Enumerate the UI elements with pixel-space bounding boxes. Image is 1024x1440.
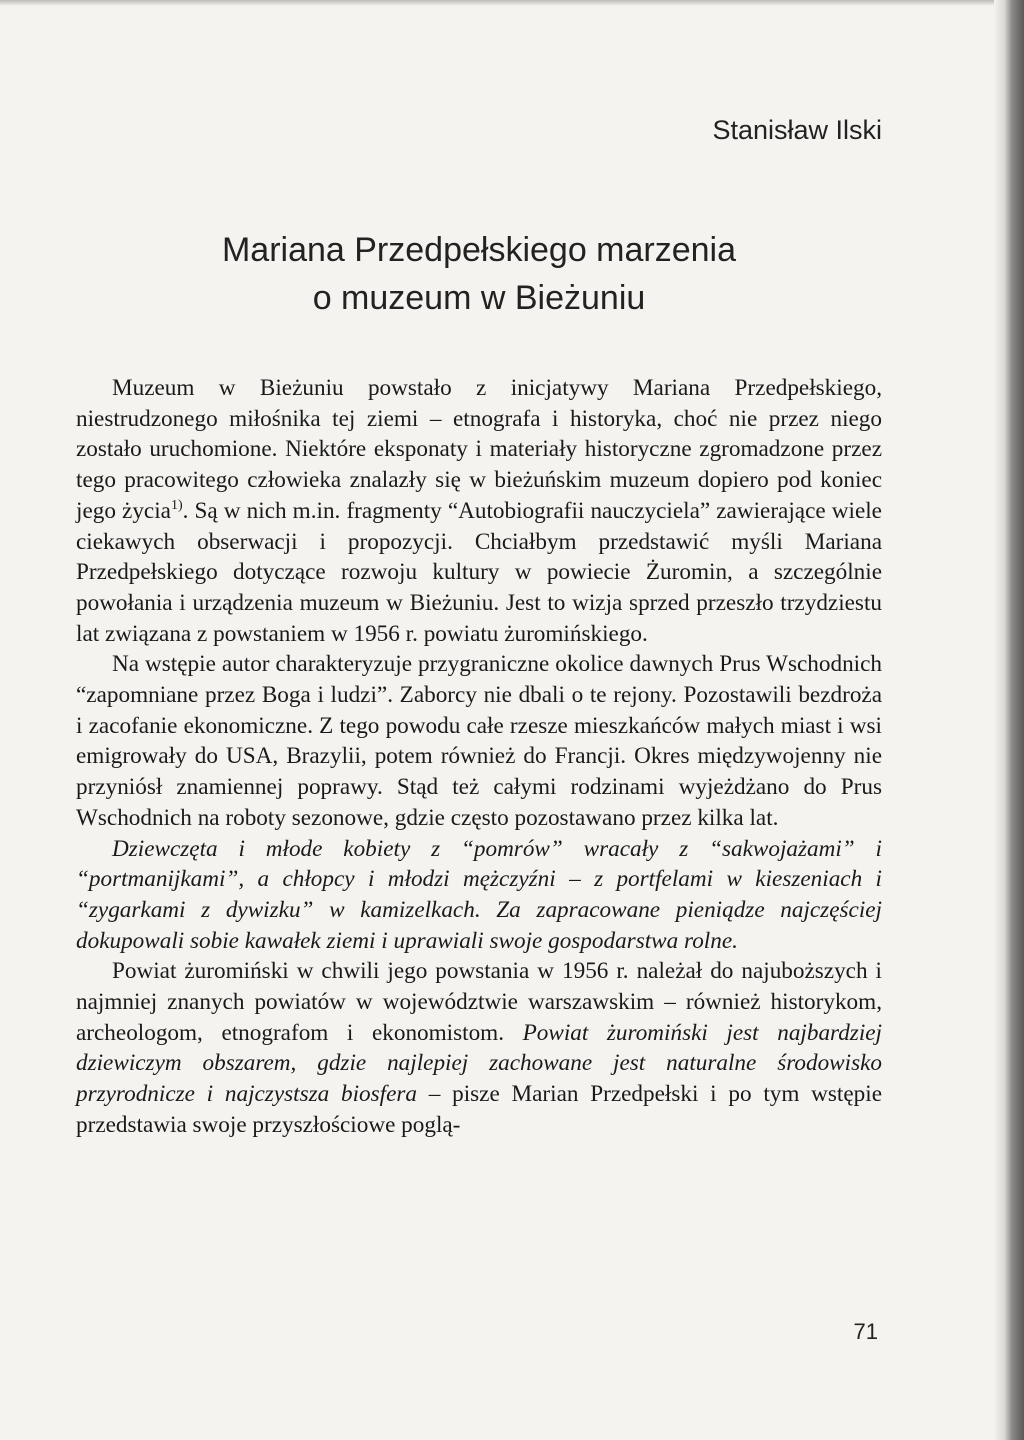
paragraph-4-text-b: – pisze Marian Przedpełski i po tym wstępie przedstawia swoje przyszłościowe poglą- (76, 1081, 882, 1138)
title-line-2: o muzeum w Bieżuniu (312, 279, 646, 317)
article-title (76, 226, 882, 322)
quotation-paragraph: Dziewczęta i młode kobiety z “pomrów” wracały z “sakwojażami” i “portmanijkami”, a chłopcy i młodzi mężczyźni – z portfelami w kieszeniach i “zygarkami z dywizku” w kamizelkach. Za zapracowane pieniądze najczęściej dokupowali sobie kawałek ziemi i uprawiali swoje gospodarstwa rolne. (76, 835, 882, 954)
paragraph-4-italic-quote: Powiat żuromiński jest najbardziej dziewiczym obszarem, gdzie najlepiej zachowane jest naturalne środowisko przyrodnicze i najczystsza biosfera (76, 1019, 882, 1108)
book-page (76, 0, 882, 1440)
paragraph-4 (76, 956, 882, 1140)
footnote-marker: 1) (170, 497, 183, 513)
title-line-1: Mariana Przedpełskiego marzenia (221, 231, 737, 269)
author-name: Stanisław Ilski (712, 115, 882, 145)
paragraph-1 (76, 373, 882, 649)
page-number: 71 (853, 1319, 878, 1344)
article-body (76, 373, 882, 1141)
paragraph-2: Na wstępie autor charakteryzuje przygraniczne okolice dawnych Prus Wschodnich “zapomniane przez Boga i ludzi”. Zaborcy nie dbali o te rejony. Pozostawili bezdroża i zacofanie ekonomiczne. Z tego powodu całe rzesze mieszkańców małych miast i wsi emigrowały do USA, Brazylii, potem również do Francji. Okres międzywojenny nie przyniósł znamiennej poprawy. Stąd też całymi rodzinami wyjeżdżano do Prus Wschodnich na roboty sezonowe, gdzie często pozostawano przez kilka lat. (76, 651, 882, 831)
paragraph-1-text-a: Muzeum w Bieżuniu powstało z inicjatywy Mariana Przedpełskiego, niestrudzonego miłośnika tej ziemi – etnografa i historyka, choć nie przez niego zostało uruchomione. Niektóre eksponaty i materiały historyczne zgromadzone przez tego pracowitego człowieka znalazły się w bieżuńskim muzeum dopiero pod koniec jego życia (76, 375, 882, 524)
scan-binding-shadow (994, 0, 1024, 1440)
paragraph-4-text-a: Powiat żuromiński w chwili jego powstania w 1956 r. należał do najuboższych i najmniej znanych powiatów w województwie warszawskim – również historykom, archeologom, etnografom i ekonomistom. (76, 958, 882, 1046)
paragraph-1-text-b: . Są w nich m.in. fragmenty “Autobiografii nauczyciela” zawierające wiele ciekawych obserwacji i propozycji. Chciałbym przedstawić myśli Mariana Przedpełskiego dotyczące rozwoju kultury w powiecie Żuromin, a szczególnie powołania i urządzenia muzeum w Bieżuniu. Jest to wizja sprzed przeszło trzydziestu lat związana z powstaniem w 1956 r. powiatu żuromińskiego. (76, 497, 882, 647)
